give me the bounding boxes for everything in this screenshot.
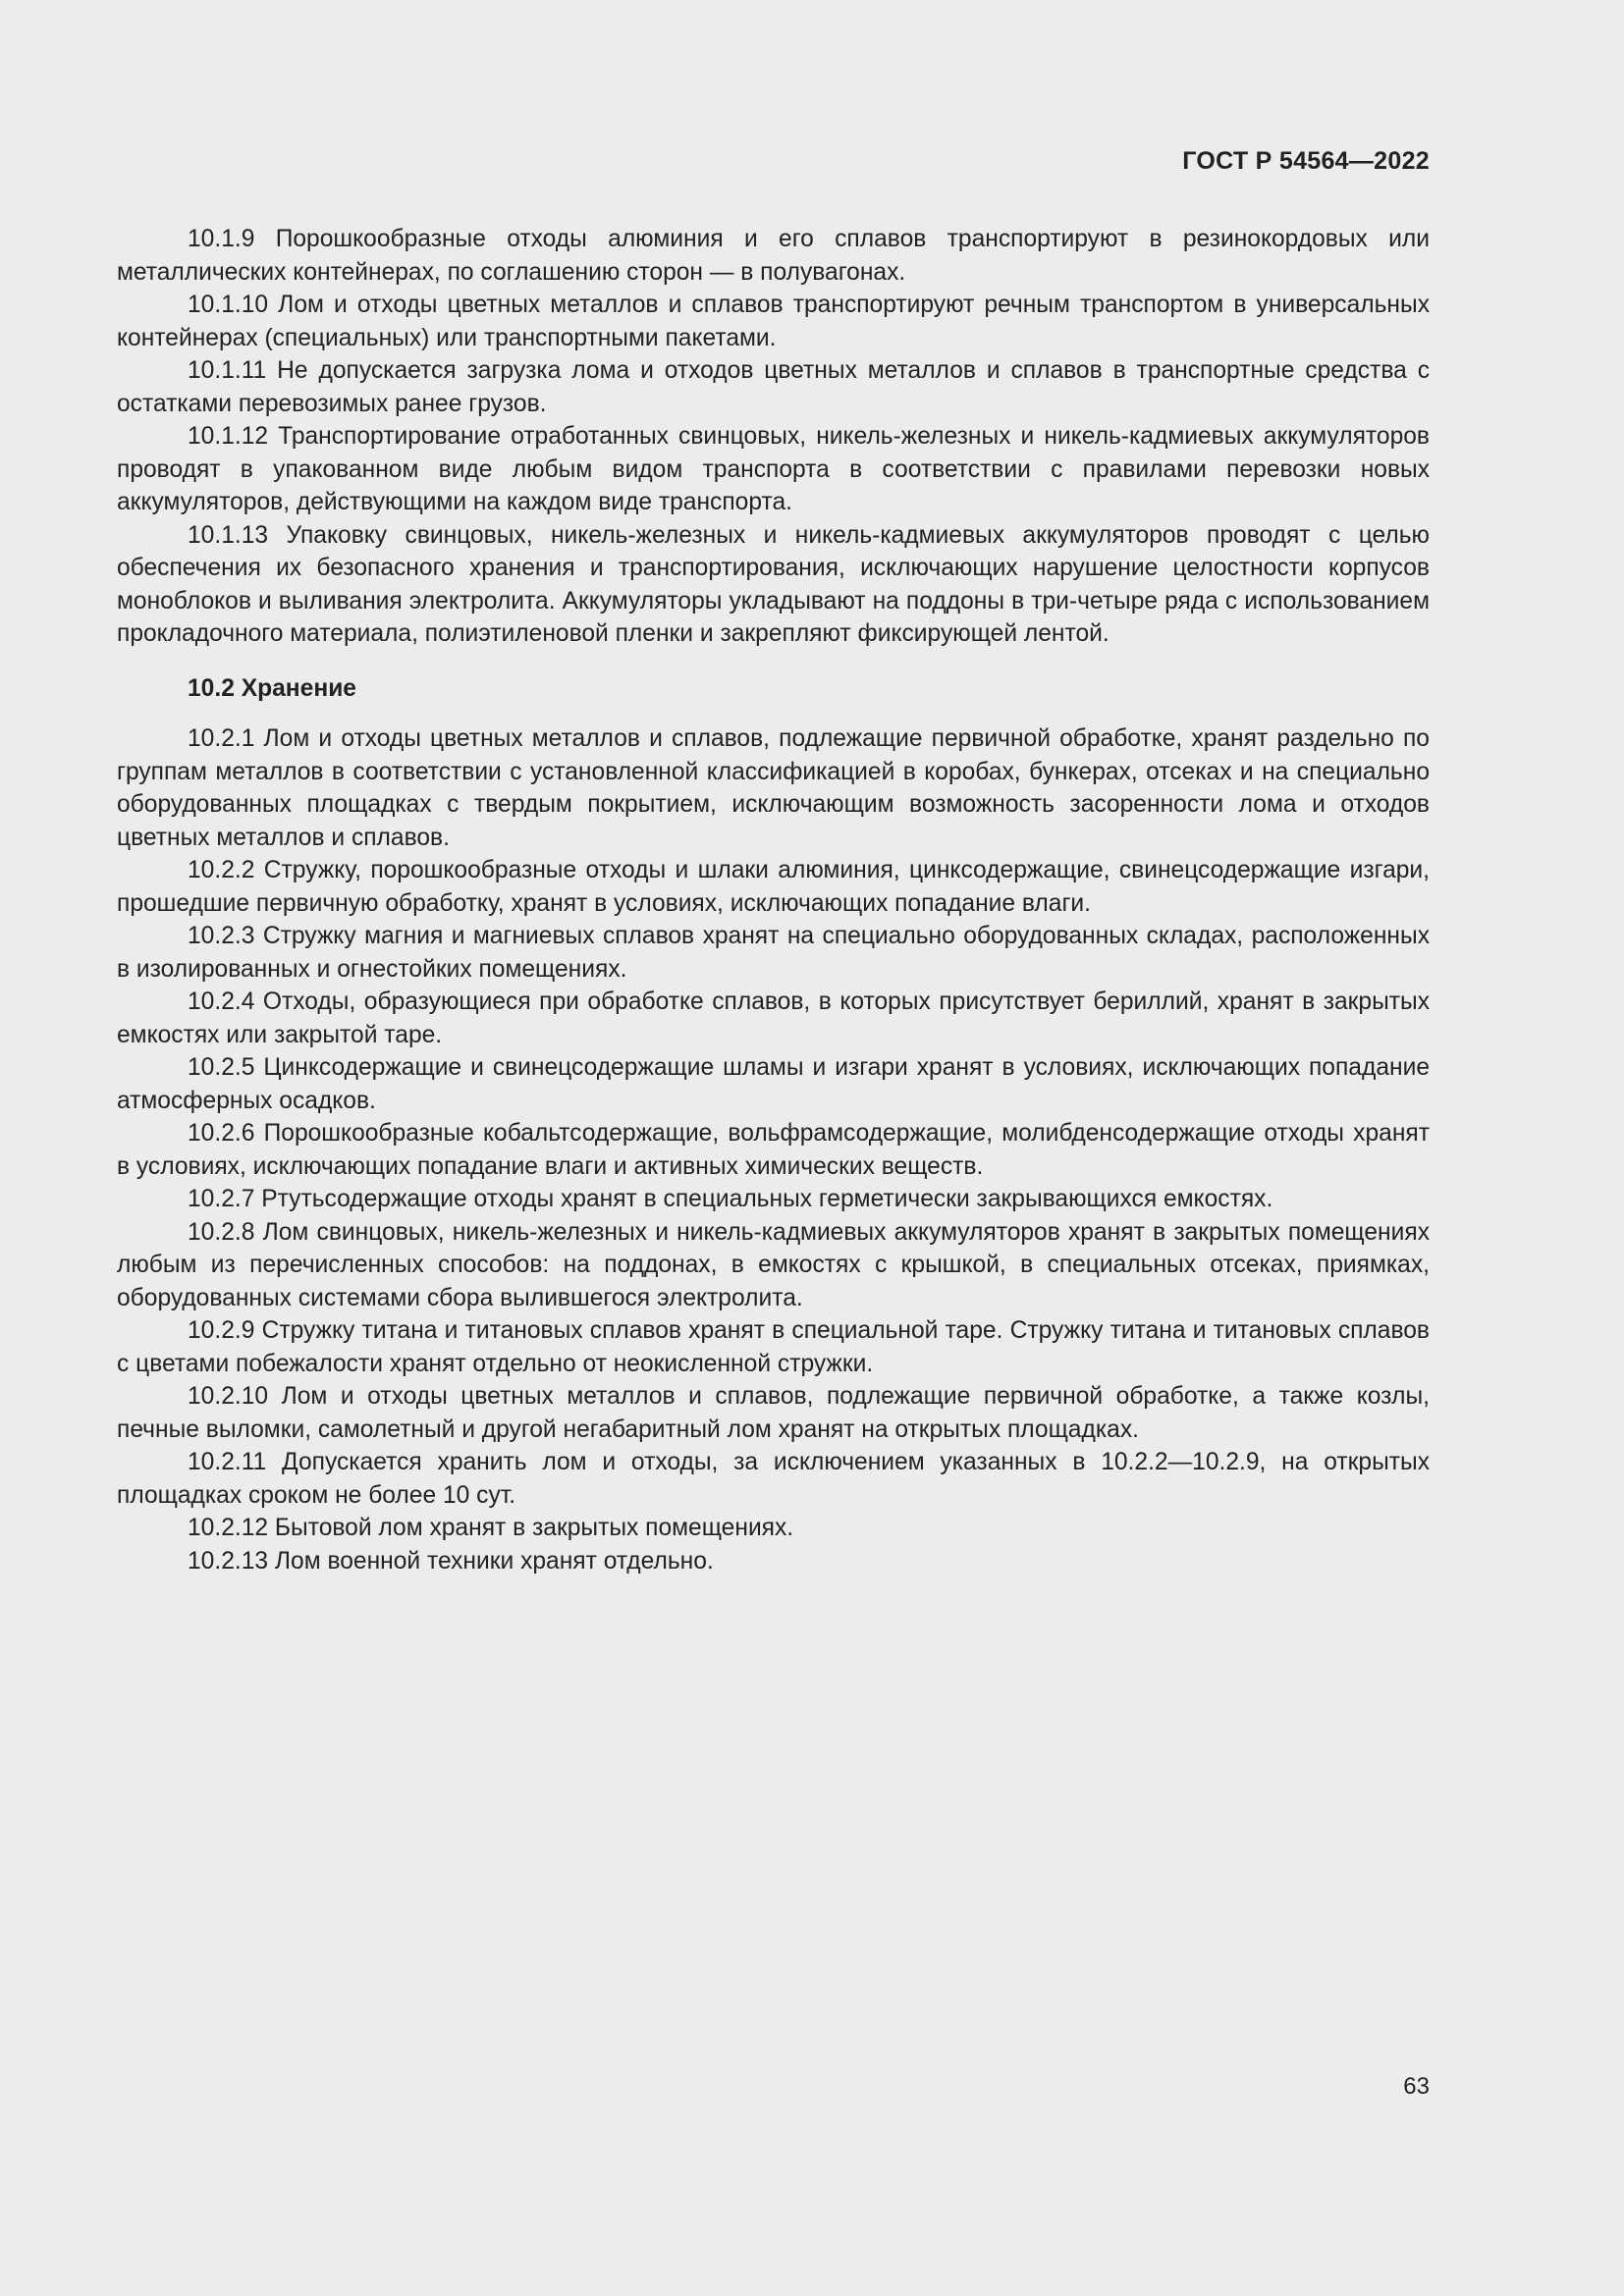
paragraph-10-2-4: 10.2.4 Отходы, образующиеся при обработке сплавов, в которых присутствует бериллий, хранят в закрытых емкостях или закрытой таре. [117,988,1430,1048]
paragraph-10-2-1: 10.2.1 Лом и отходы цветных металлов и сплавов, подлежащие первичной обработке, хранят раздельно по группам металлов в соответствии с установленной классификацией в коробах, бункерах, отсеках и на специально оборудованных площадках с твердым покрытием, исключающим возможность засоренности лома и отходов цветных металлов и сплавов. [117,725,1430,851]
document-code: ГОСТ Р 54564—2022 [1182,147,1430,175]
paragraph-10-2-7: 10.2.7 Ртутьсодержащие отходы хранят в специальных герметически закрывающихся емкостях. [188,1186,1273,1212]
paragraph-10-2-5: 10.2.5 Цинксодержащие и свинецсодержащие шламы и изгари хранят в условиях, исключающих попадание атмосферных осадков. [117,1054,1430,1114]
paragraph-10-1-11: 10.1.11 Не допускается загрузка лома и отходов цветных металлов и сплавов в транспортные средства с остатками перевозимых ранее грузов. [117,357,1430,417]
paragraph-10-1-12: 10.1.12 Транспортирование отработанных свинцовых, никель-железных и никель-кадмиевых аккумуляторов проводят в упакованном виде любым видом транспорта в соответствии с правилами перевозки новых аккумуляторов, действующими на каждом виде транспорта. [117,423,1430,515]
paragraph-10-1-10: 10.1.10 Лом и отходы цветных металлов и сплавов транспортируют речным транспортом в универсальных контейнерах (специальных) или транспортными пакетами. [117,292,1430,351]
paragraph-10-2-12: 10.2.12 Бытовой лом хранят в закрытых помещениях. [188,1515,794,1541]
paragraph-10-2-6: 10.2.6 Порошкообразные кобальтсодержащие, вольфрамсодержащие, молибденсодержащие отходы хранят в условиях, исключающих попадание влаги и активных химических веществ. [117,1120,1430,1180]
paragraph-10-2-8: 10.2.8 Лом свинцовых, никель-железных и никель-кадмиевых аккумуляторов хранят в закрытых помещениях любым из перечисленных способов: на поддонах, в емкостях с крышкой, в специальных отсеках, приямках, оборудованных системами сбора вылившегося электролита. [117,1218,1430,1311]
paragraph-10-2-3: 10.2.3 Стружку магния и магниевых сплавов хранят на специально оборудованных складах, расположенных в изолированных и огнестойких помещениях. [117,923,1430,983]
paragraph-10-2-9: 10.2.9 Стружку титана и титановых сплавов хранят в специальной таре. Стружку титана и титановых сплавов с цветами побежалости хранят отдельно от неокисленной стружки. [117,1317,1430,1377]
section-heading-10-2: 10.2 Хранение [188,674,356,702]
paragraph-10-1-9: 10.1.9 Порошкообразные отходы алюминия и его сплавов транспортируют в резинокордовых или металлических контейнерах, по соглашению сторон — в полувагонах. [117,226,1430,286]
document-body [117,223,1430,1577]
paragraph-10-2-13: 10.2.13 Лом военной техники хранят отдельно. [188,1547,714,1575]
paragraph-10-2-2: 10.2.2 Стружку, порошкообразные отходы и шлаки алюминия, цинксодержащие, свинецсодержащие изгари, прошедшие первичную обработку, хранят в условиях, исключающих попадание влаги. [117,857,1430,917]
paragraph-10-1-13: 10.1.13 Упаковку свинцовых, никель-железных и никель-кадмиевых аккумуляторов проводят с целью обеспечения их безопасного хранения и транспортирования, исключающих нарушение целостности корпусов моноблоков и выливания электролита. Аккумуляторы укладывают на поддоны в три-четыре ряда с использованием прокладочного материала, полиэтиленовой пленки и закрепляют фиксирующей лентой. [117,521,1430,647]
paragraph-10-2-11: 10.2.11 Допускается хранить лом и отходы, за исключением указанных в 10.2.2—10.2.9, на открытых площадках сроком не более 10 сут. [117,1449,1430,1509]
paragraph-10-2-10: 10.2.10 Лом и отходы цветных металлов и сплавов, подлежащие первичной обработке, а также козлы, печные выломки, самолетный и другой негабаритный лом хранят на открытых площадках. [117,1383,1430,1443]
page-number: 63 [1403,2073,1430,2100]
